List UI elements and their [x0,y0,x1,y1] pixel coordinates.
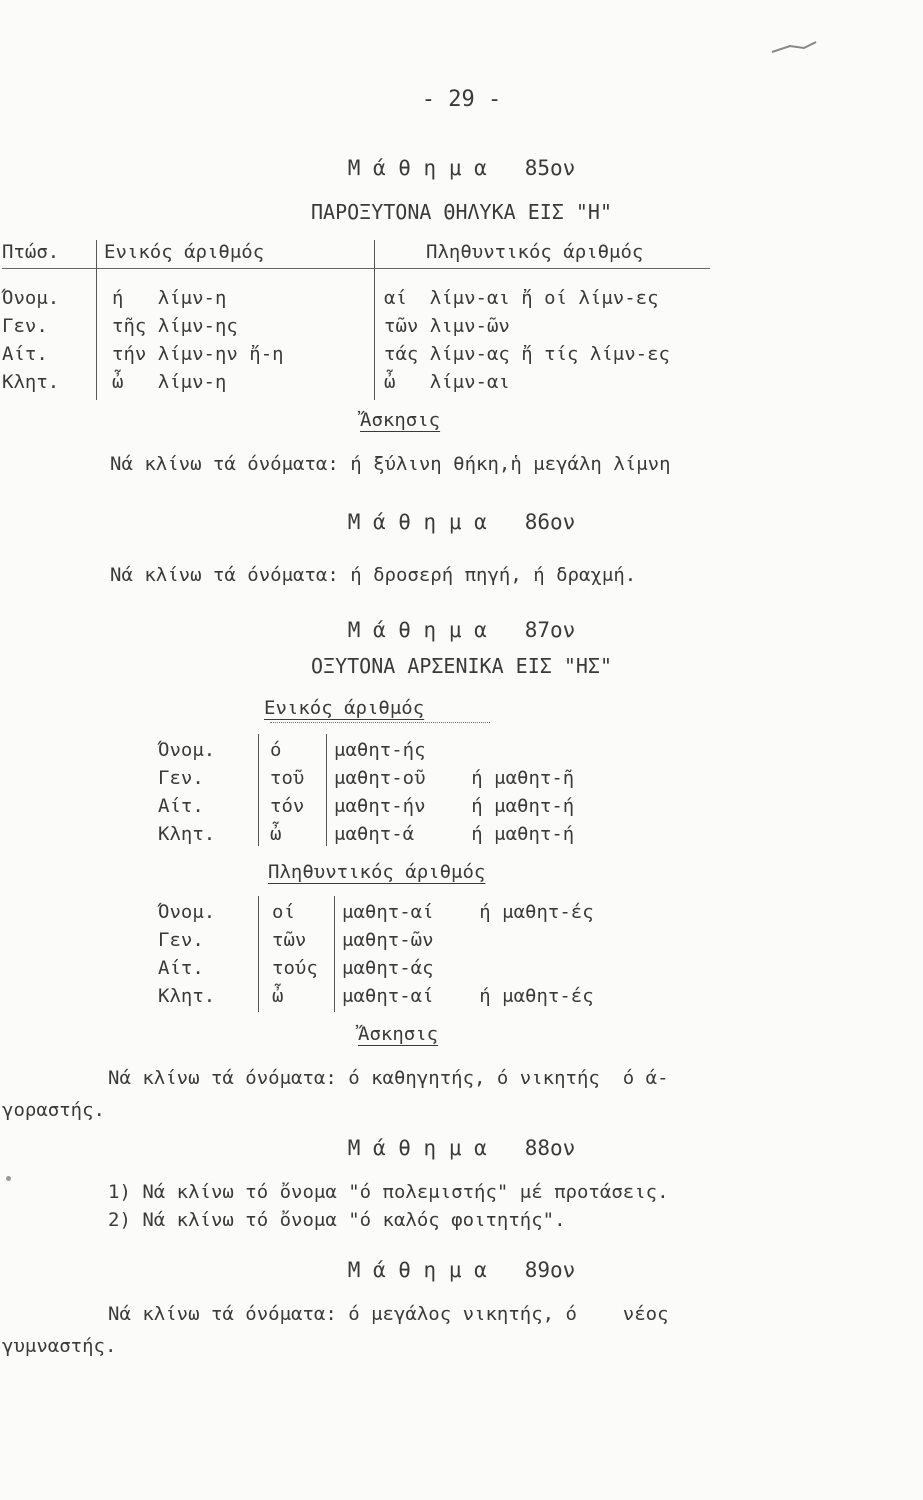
singular-form: μαθητ-οῦ ή μαθητ-ῆ [334,767,575,789]
case-name: Αίτ. [158,795,204,817]
case-name: Αίτ. [2,343,48,365]
lesson-88-title: Μ ά θ η μ α 88ον [347,1136,576,1160]
plural-form: μαθητ-ῶν [342,929,434,951]
lesson-85-title: Μ ά θ η μ α 85ον [347,156,576,180]
case-name: Όνομ. [2,287,60,309]
exercise-line-2: γοραστής. [2,1099,105,1121]
plural-form: μαθητ-αί ή μαθητ-ές [342,985,594,1007]
article: ὦ [270,823,282,845]
lesson-87-subtitle: ΟΞΥΤΟΝΑ ΑΡΣΕΝΙΚΑ ΕΙΣ "ΗΣ" [310,654,613,678]
case-name: Κλητ. [158,985,216,1007]
plural-column-header: Πληθυντικός άριθμός [426,241,644,263]
plural-form: τάς λίμν-ας ἤ τίς λίμν-ες [384,343,670,365]
table-header-rule [2,268,710,269]
exercise-title: Ἄσκησις [358,1023,439,1045]
singular-form: μαθητ-ής [334,739,426,761]
case-name: Γεν. [2,315,48,337]
plural-form: μαθητ-άς [342,957,434,979]
article: τῶν [272,929,307,951]
table-divider-3 [258,734,259,846]
singular-form: τῆς λίμν-ης [112,315,238,337]
ink-smudge [770,38,820,58]
case-name: Γεν. [158,929,204,951]
article: ὦ [272,985,284,1007]
lesson-89-title: Μ ά θ η μ α 89ον [347,1258,576,1282]
table-divider-4 [326,734,327,846]
exercise-text: Νά κλίνω τά όνόματα: ή ξύλινη θήκη,ἡ μεγάλη λίμνη [110,453,671,475]
dotted-rule [270,722,490,723]
lesson-89-line-1: Νά κλίνω τά όνόματα: ό μεγάλος νικητής, ό νέος [108,1303,669,1325]
exercise-title: Ἄσκησις [360,409,441,431]
lesson-88-item-2: 2) Νά κλίνω τό ὄνομα "ό καλός φοιτητής". [108,1209,566,1231]
singular-form: ὦ λίμν-η [112,371,227,393]
plural-header: Πληθυντικός άριθμός [268,861,486,883]
case-name: Κλητ. [2,371,60,393]
case-name: Αίτ. [158,957,204,979]
table-divider-1 [96,240,97,400]
plural-form: ὦ λίμν-αι [384,371,510,393]
table-divider-6 [334,896,335,1012]
singular-column-header: Ενικός άριθμός [104,241,265,263]
case-name: Όνομ. [158,739,216,761]
exercise-line-1: Νά κλίνω τά όνόματα: ό καθηγητής, ό νικητής ό ά- [108,1067,669,1089]
case-column-header: Πτώσ. [2,241,60,263]
page-number: - 29 - [421,87,502,112]
lesson-89-line-2: γυμναστής. [2,1335,117,1357]
plural-form: μαθητ-αί ή μαθητ-ές [342,901,594,923]
lesson-87-title: Μ ά θ η μ α 87ον [347,618,576,642]
case-name: Κλητ. [158,823,216,845]
singular-header: Ενικός άριθμός [264,697,425,719]
plural-form: τῶν λιμν-ῶν [384,315,510,337]
ink-speck [6,1176,11,1181]
article: τοῦ [270,767,305,789]
article: τόν [270,795,305,817]
lesson-88-item-1: 1) Νά κλίνω τό ὄνομα "ό πολεμιστής" μέ προτάσεις. [108,1181,669,1203]
singular-form: τήν λίμν-ην ἤ-η [112,343,284,365]
singular-form: μαθητ-ήν ή μαθητ-ή [334,795,575,817]
case-name: Γεν. [158,767,204,789]
plural-form: αί λίμν-αι ἤ οί λίμν-ες [384,287,659,309]
lesson-86-title: Μ ά θ η μ α 86ον [347,510,576,534]
table-divider-5 [258,896,259,1012]
singular-form: ή λίμν-η [112,287,227,309]
case-name: Όνομ. [158,901,216,923]
lesson-86-text: Νά κλίνω τά όνόματα: ή δροσερή πηγή, ή δραχμή. [110,564,637,586]
article: οί [272,901,295,923]
lesson-85-subtitle: ΠΑΡΟΞΥΤΟΝΑ ΘΗΛΥΚΑ ΕΙΣ "Η" [310,200,613,224]
singular-form: μαθητ-ά ή μαθητ-ή [334,823,575,845]
table-divider-2 [374,240,375,400]
article: ό [270,739,282,761]
article: τούς [272,957,318,979]
